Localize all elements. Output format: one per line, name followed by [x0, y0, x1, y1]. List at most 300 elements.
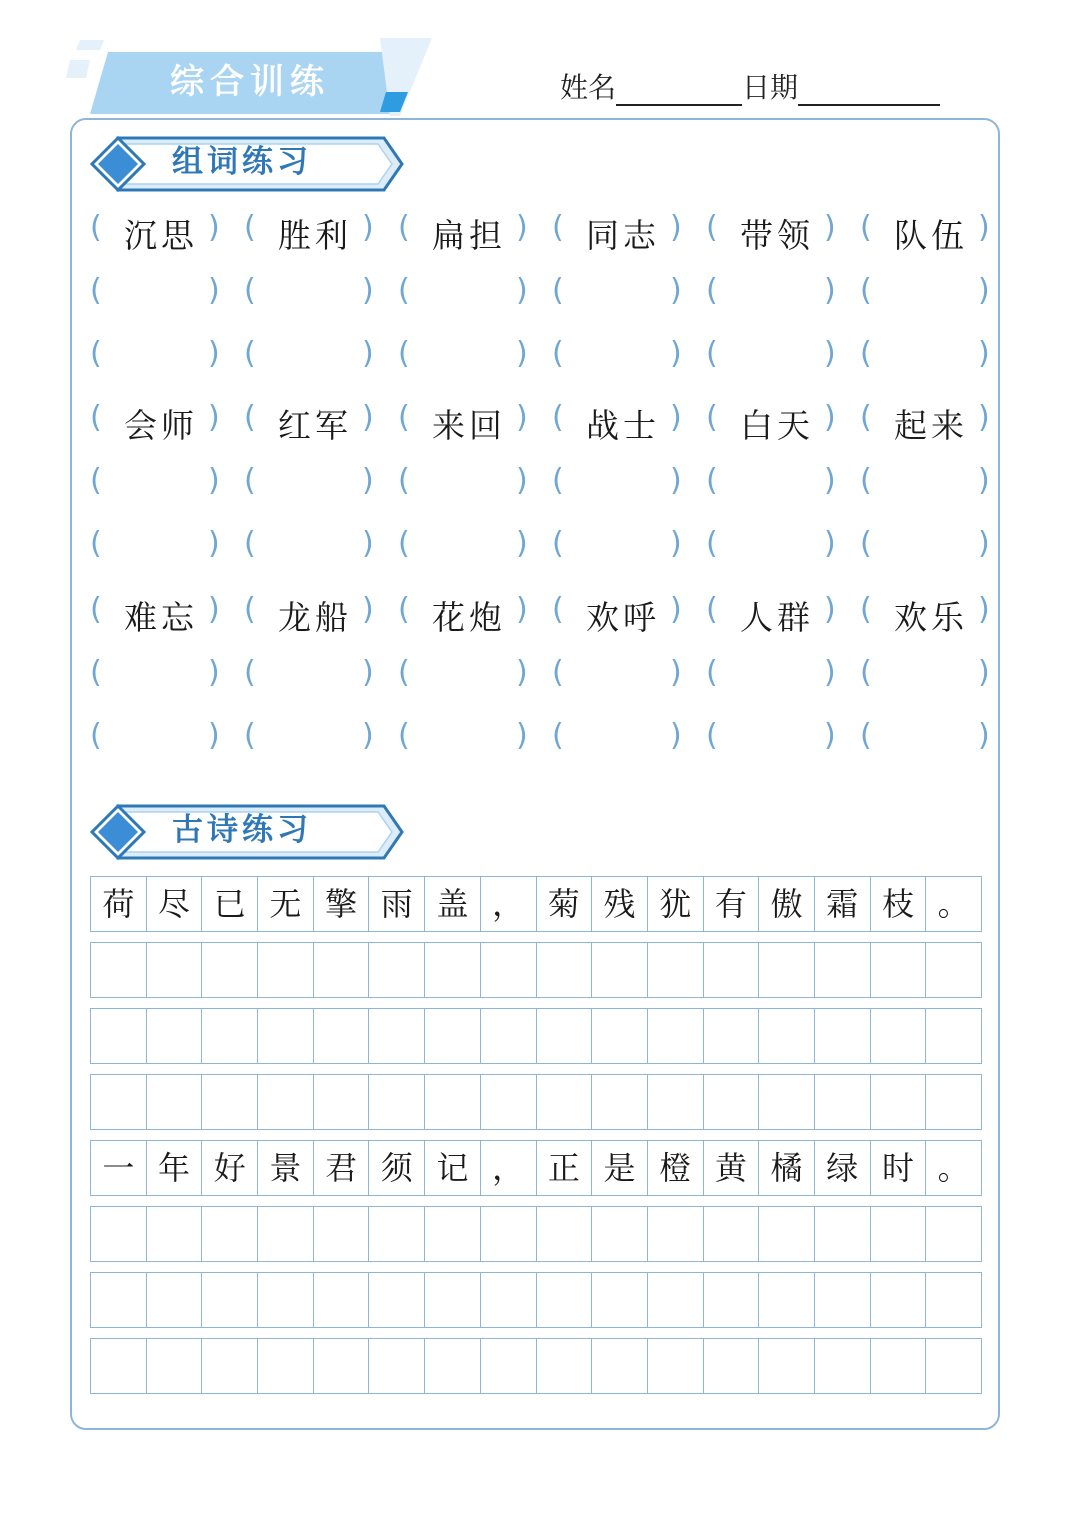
close-paren: )	[208, 526, 220, 561]
open-paren: (	[244, 400, 256, 435]
date-label: 日期	[742, 71, 799, 104]
writing-cell[interactable]	[759, 1273, 815, 1327]
poem-char: 菊	[537, 877, 593, 931]
poem-line-row	[90, 1140, 982, 1196]
open-paren: (	[860, 718, 872, 753]
close-paren: )	[516, 526, 528, 561]
close-paren: )	[362, 718, 374, 753]
writing-cell[interactable]	[147, 1273, 203, 1327]
writing-cell[interactable]	[871, 1075, 927, 1129]
poem-char: 年	[147, 1141, 203, 1195]
writing-cell[interactable]	[815, 1273, 871, 1327]
writing-cell[interactable]	[258, 1273, 314, 1327]
close-paren: )	[978, 463, 990, 498]
open-paren: (	[90, 210, 102, 245]
writing-cell[interactable]	[202, 943, 258, 997]
word-item	[550, 396, 700, 446]
writing-cell[interactable]	[91, 1075, 147, 1129]
close-paren: )	[208, 463, 220, 498]
section-title-poem: 古诗练习	[172, 812, 312, 848]
answer-row	[88, 269, 992, 319]
poem-char: 是	[592, 1141, 648, 1195]
writing-cell[interactable]	[369, 1207, 425, 1261]
answer-blank[interactable]	[704, 522, 854, 572]
word-text: 起来	[894, 406, 968, 445]
word-item	[396, 206, 546, 256]
close-paren: )	[362, 592, 374, 627]
close-paren: )	[824, 718, 836, 753]
writing-cell[interactable]	[425, 943, 481, 997]
open-paren: (	[398, 210, 410, 245]
open-paren: (	[90, 336, 102, 371]
close-paren: )	[978, 718, 990, 753]
word-text: 沉思	[124, 216, 198, 255]
open-paren: (	[860, 400, 872, 435]
writing-cell[interactable]	[871, 1009, 927, 1063]
answer-blank[interactable]	[396, 522, 546, 572]
poem-char: 残	[592, 877, 648, 931]
close-paren: )	[208, 592, 220, 627]
word-text: 欢乐	[894, 598, 968, 637]
writing-cell[interactable]	[91, 1339, 147, 1393]
writing-cell[interactable]	[147, 1075, 203, 1129]
answer-blank[interactable]	[396, 459, 546, 509]
close-paren: )	[824, 336, 836, 371]
word-text: 扁担	[432, 216, 506, 255]
word-text: 白天	[740, 406, 814, 445]
word-item	[242, 396, 392, 446]
answer-blank[interactable]	[858, 651, 1008, 701]
writing-cell[interactable]	[481, 1339, 537, 1393]
writing-grid-row	[90, 1008, 982, 1064]
writing-cell[interactable]	[202, 1075, 258, 1129]
writing-cell[interactable]	[537, 1075, 593, 1129]
close-paren: )	[670, 273, 682, 308]
close-paren: )	[824, 526, 836, 561]
word-item	[88, 588, 238, 638]
open-paren: (	[398, 400, 410, 435]
poem-char: 橙	[648, 1141, 704, 1195]
answer-blank[interactable]	[704, 459, 854, 509]
word-item	[704, 588, 854, 638]
writing-cell[interactable]	[704, 943, 760, 997]
writing-cell[interactable]	[147, 943, 203, 997]
answer-blank[interactable]	[242, 522, 392, 572]
close-paren: )	[516, 400, 528, 435]
writing-cell[interactable]	[815, 1009, 871, 1063]
open-paren: (	[860, 592, 872, 627]
poem-char: 橘	[759, 1141, 815, 1195]
open-paren: (	[244, 336, 256, 371]
writing-cell[interactable]	[871, 1207, 927, 1261]
open-paren: (	[552, 210, 564, 245]
writing-cell[interactable]	[926, 1009, 982, 1063]
writing-cell[interactable]	[871, 1339, 927, 1393]
writing-cell[interactable]	[369, 1009, 425, 1063]
word-text: 队伍	[894, 216, 968, 255]
writing-cell[interactable]	[815, 1075, 871, 1129]
open-paren: (	[244, 526, 256, 561]
close-paren: )	[362, 526, 374, 561]
word-item	[550, 588, 700, 638]
name-label: 姓名	[560, 71, 617, 104]
writing-cell[interactable]	[759, 1339, 815, 1393]
writing-cell[interactable]	[425, 1075, 481, 1129]
writing-cell[interactable]	[537, 1207, 593, 1261]
answer-row	[88, 651, 992, 701]
close-paren: )	[824, 400, 836, 435]
writing-cell[interactable]	[425, 1273, 481, 1327]
word-text: 带领	[740, 216, 814, 255]
open-paren: (	[706, 273, 718, 308]
close-paren: )	[516, 592, 528, 627]
writing-cell[interactable]	[648, 1009, 704, 1063]
open-paren: (	[706, 655, 718, 690]
writing-cell[interactable]	[592, 1207, 648, 1261]
writing-cell[interactable]	[481, 1075, 537, 1129]
answer-blank[interactable]	[858, 269, 1008, 319]
poem-char: 雨	[369, 877, 425, 931]
open-paren: (	[90, 592, 102, 627]
poem-char: 正	[537, 1141, 593, 1195]
writing-cell[interactable]	[704, 1339, 760, 1393]
close-paren: )	[670, 592, 682, 627]
answer-blank[interactable]	[704, 269, 854, 319]
answer-blank[interactable]	[396, 651, 546, 701]
word-item	[88, 206, 238, 256]
writing-cell[interactable]	[425, 1339, 481, 1393]
writing-cell[interactable]	[592, 1339, 648, 1393]
writing-cell[interactable]	[91, 1207, 147, 1261]
close-paren: )	[516, 210, 528, 245]
poem-char: 绿	[815, 1141, 871, 1195]
writing-cell[interactable]	[537, 1009, 593, 1063]
open-paren: (	[706, 526, 718, 561]
close-paren: )	[362, 210, 374, 245]
writing-cell[interactable]	[537, 1273, 593, 1327]
close-paren: )	[516, 336, 528, 371]
answer-blank[interactable]	[550, 651, 700, 701]
open-paren: (	[398, 336, 410, 371]
writing-grid-row	[90, 942, 982, 998]
open-paren: (	[90, 526, 102, 561]
answer-blank[interactable]	[88, 459, 238, 509]
writing-cell[interactable]	[704, 1075, 760, 1129]
answer-blank[interactable]	[242, 651, 392, 701]
writing-cell[interactable]	[147, 1339, 203, 1393]
open-paren: (	[706, 400, 718, 435]
answer-blank[interactable]	[88, 269, 238, 319]
poem-char: ，	[481, 1141, 537, 1195]
writing-cell[interactable]	[704, 1009, 760, 1063]
close-paren: )	[208, 273, 220, 308]
writing-cell[interactable]	[425, 1207, 481, 1261]
poem-char: 有	[704, 877, 760, 931]
writing-cell[interactable]	[314, 1273, 370, 1327]
poem-char: 须	[369, 1141, 425, 1195]
writing-cell[interactable]	[815, 1207, 871, 1261]
answer-row	[88, 522, 992, 572]
writing-cell[interactable]	[648, 1273, 704, 1327]
word-text: 会师	[124, 406, 198, 445]
open-paren: (	[90, 655, 102, 690]
poem-char: 时	[871, 1141, 927, 1195]
open-paren: (	[552, 718, 564, 753]
writing-cell[interactable]	[481, 1207, 537, 1261]
answer-blank[interactable]	[858, 459, 1008, 509]
writing-cell[interactable]	[258, 1207, 314, 1261]
open-paren: (	[398, 273, 410, 308]
word-item	[242, 588, 392, 638]
close-paren: )	[670, 210, 682, 245]
writing-cell[interactable]	[258, 1339, 314, 1393]
close-paren: )	[978, 336, 990, 371]
word-text: 同志	[586, 216, 660, 255]
open-paren: (	[706, 718, 718, 753]
answer-blank[interactable]	[550, 269, 700, 319]
close-paren: )	[362, 463, 374, 498]
writing-cell[interactable]	[926, 943, 982, 997]
answer-blank[interactable]	[88, 332, 238, 382]
writing-cell[interactable]	[871, 1273, 927, 1327]
open-paren: (	[398, 655, 410, 690]
close-paren: )	[208, 718, 220, 753]
answer-blank[interactable]	[242, 269, 392, 319]
open-paren: (	[860, 463, 872, 498]
open-paren: (	[244, 210, 256, 245]
poem-char: 已	[202, 877, 258, 931]
close-paren: )	[978, 655, 990, 690]
answer-blank[interactable]	[88, 522, 238, 572]
close-paren: )	[978, 526, 990, 561]
open-paren: (	[860, 526, 872, 561]
open-paren: (	[860, 655, 872, 690]
open-paren: (	[552, 400, 564, 435]
close-paren: )	[978, 592, 990, 627]
writing-cell[interactable]	[759, 1009, 815, 1063]
writing-cell[interactable]	[258, 1075, 314, 1129]
writing-cell[interactable]	[537, 943, 593, 997]
answer-blank[interactable]	[550, 459, 700, 509]
writing-cell[interactable]	[202, 1009, 258, 1063]
open-paren: (	[244, 273, 256, 308]
writing-cell[interactable]	[592, 1273, 648, 1327]
date-field[interactable]	[798, 76, 940, 106]
writing-cell[interactable]	[592, 943, 648, 997]
writing-cell[interactable]	[91, 1009, 147, 1063]
answer-blank[interactable]	[550, 714, 700, 764]
answer-blank[interactable]	[88, 651, 238, 701]
answer-row	[88, 714, 992, 764]
open-paren: (	[398, 718, 410, 753]
writing-grid-row	[90, 1206, 982, 1262]
writing-cell[interactable]	[815, 1339, 871, 1393]
open-paren: (	[244, 655, 256, 690]
writing-cell[interactable]	[481, 943, 537, 997]
poem-char: 霜	[815, 877, 871, 931]
writing-cell[interactable]	[202, 1339, 258, 1393]
word-item	[858, 588, 1008, 638]
close-paren: )	[362, 273, 374, 308]
writing-cell[interactable]	[926, 1075, 982, 1129]
writing-cell[interactable]	[926, 1339, 982, 1393]
writing-cell[interactable]	[704, 1207, 760, 1261]
word-row	[88, 588, 992, 638]
close-paren: )	[208, 210, 220, 245]
answer-blank[interactable]	[242, 714, 392, 764]
writing-cell[interactable]	[369, 1075, 425, 1129]
word-row	[88, 206, 992, 256]
writing-cell[interactable]	[369, 1339, 425, 1393]
writing-cell[interactable]	[425, 1009, 481, 1063]
close-paren: )	[516, 718, 528, 753]
close-paren: )	[670, 336, 682, 371]
writing-cell[interactable]	[147, 1207, 203, 1261]
writing-cell[interactable]	[91, 1273, 147, 1327]
poem-line-row	[90, 876, 982, 932]
writing-cell[interactable]	[815, 943, 871, 997]
answer-blank[interactable]	[396, 269, 546, 319]
writing-cell[interactable]	[147, 1009, 203, 1063]
answer-blank[interactable]	[704, 651, 854, 701]
poem-char: 君	[314, 1141, 370, 1195]
close-paren: )	[824, 463, 836, 498]
writing-grid-row	[90, 1338, 982, 1394]
writing-cell[interactable]	[314, 1207, 370, 1261]
poem-char: 犹	[648, 877, 704, 931]
answer-blank[interactable]	[704, 332, 854, 382]
word-item	[550, 206, 700, 256]
poem-char: 擎	[314, 877, 370, 931]
close-paren: )	[516, 655, 528, 690]
answer-blank[interactable]	[550, 332, 700, 382]
word-item	[242, 206, 392, 256]
writing-cell[interactable]	[926, 1273, 982, 1327]
writing-cell[interactable]	[759, 943, 815, 997]
answer-blank[interactable]	[396, 714, 546, 764]
word-item	[858, 206, 1008, 256]
poem-char: 景	[258, 1141, 314, 1195]
answer-blank[interactable]	[88, 714, 238, 764]
writing-cell[interactable]	[926, 1207, 982, 1261]
word-text: 难忘	[124, 598, 198, 637]
writing-cell[interactable]	[871, 943, 927, 997]
writing-cell[interactable]	[314, 1009, 370, 1063]
writing-cell[interactable]	[648, 1075, 704, 1129]
open-paren: (	[398, 592, 410, 627]
open-paren: (	[860, 273, 872, 308]
poem-char: 枝	[871, 877, 927, 931]
poem-char: 无	[258, 877, 314, 931]
writing-cell[interactable]	[592, 1075, 648, 1129]
open-paren: (	[398, 526, 410, 561]
close-paren: )	[362, 400, 374, 435]
answer-blank[interactable]	[242, 332, 392, 382]
close-paren: )	[824, 210, 836, 245]
open-paren: (	[706, 210, 718, 245]
open-paren: (	[90, 718, 102, 753]
open-paren: (	[706, 463, 718, 498]
writing-cell[interactable]	[314, 943, 370, 997]
word-item	[858, 396, 1008, 446]
word-text: 龙船	[278, 598, 352, 637]
answer-blank[interactable]	[858, 714, 1008, 764]
close-paren: )	[670, 463, 682, 498]
writing-cell[interactable]	[648, 943, 704, 997]
writing-cell[interactable]	[481, 1273, 537, 1327]
poem-char: 黄	[704, 1141, 760, 1195]
writing-cell[interactable]	[369, 1273, 425, 1327]
writing-cell[interactable]	[258, 943, 314, 997]
answer-row	[88, 459, 992, 509]
section-title-words: 组词练习	[172, 144, 312, 180]
word-item	[704, 396, 854, 446]
word-item	[704, 206, 854, 256]
answer-blank[interactable]	[858, 332, 1008, 382]
writing-cell[interactable]	[592, 1009, 648, 1063]
word-text: 战士	[586, 406, 660, 445]
poem-char: 一	[91, 1141, 147, 1195]
word-text: 来回	[432, 406, 506, 445]
answer-blank[interactable]	[858, 522, 1008, 572]
close-paren: )	[670, 655, 682, 690]
answer-blank[interactable]	[550, 522, 700, 572]
answer-blank[interactable]	[704, 714, 854, 764]
name-date-fields	[560, 66, 940, 106]
poem-char: 记	[425, 1141, 481, 1195]
open-paren: (	[552, 526, 564, 561]
writing-cell[interactable]	[369, 943, 425, 997]
poem-char: 。	[926, 1141, 982, 1195]
open-paren: (	[552, 655, 564, 690]
poem-char: 。	[926, 877, 982, 931]
close-paren: )	[208, 655, 220, 690]
open-paren: (	[552, 273, 564, 308]
writing-cell[interactable]	[704, 1273, 760, 1327]
poem-char: ，	[481, 877, 537, 931]
writing-cell[interactable]	[759, 1075, 815, 1129]
writing-cell[interactable]	[648, 1339, 704, 1393]
open-paren: (	[244, 718, 256, 753]
writing-cell[interactable]	[314, 1075, 370, 1129]
close-paren: )	[670, 718, 682, 753]
word-item	[396, 396, 546, 446]
close-paren: )	[978, 273, 990, 308]
open-paren: (	[552, 463, 564, 498]
poem-char: 尽	[147, 877, 203, 931]
word-text: 胜利	[278, 216, 352, 255]
answer-blank[interactable]	[396, 332, 546, 382]
writing-cell[interactable]	[202, 1207, 258, 1261]
writing-cell[interactable]	[648, 1207, 704, 1261]
writing-cell[interactable]	[202, 1273, 258, 1327]
writing-cell[interactable]	[91, 943, 147, 997]
writing-grid-row	[90, 1272, 982, 1328]
open-paren: (	[90, 273, 102, 308]
writing-cell[interactable]	[258, 1009, 314, 1063]
word-text: 花炮	[432, 598, 506, 637]
page-title: 综合训练	[170, 62, 330, 102]
close-paren: )	[362, 655, 374, 690]
writing-cell[interactable]	[481, 1009, 537, 1063]
open-paren: (	[244, 592, 256, 627]
writing-cell[interactable]	[314, 1339, 370, 1393]
open-paren: (	[860, 336, 872, 371]
name-field[interactable]	[616, 76, 742, 106]
writing-cell[interactable]	[537, 1339, 593, 1393]
answer-blank[interactable]	[242, 459, 392, 509]
writing-cell[interactable]	[759, 1207, 815, 1261]
